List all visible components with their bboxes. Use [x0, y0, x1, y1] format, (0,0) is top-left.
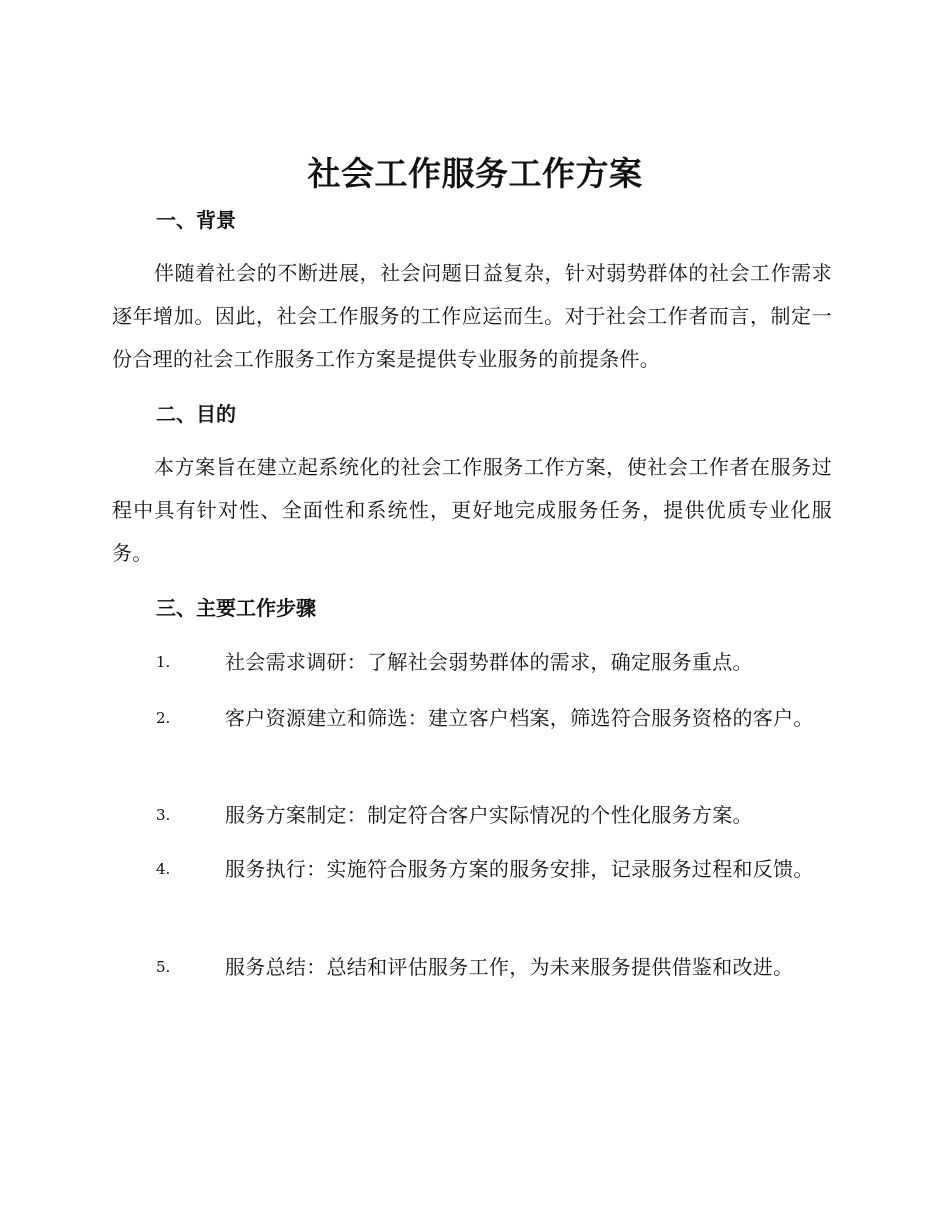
step-number: 1. [156, 653, 171, 671]
section-heading-background: 一、背景 [156, 208, 236, 232]
document-title: 社会工作服务工作方案 [307, 154, 643, 193]
step-item [112, 794, 832, 837]
step-item [112, 697, 832, 740]
step-text: 服务执行：实施符合服务方案的服务安排，记录服务过程和反馈。 [225, 857, 814, 881]
step-number: 4. [156, 860, 171, 878]
step-item [112, 946, 832, 989]
step-number: 5. [156, 958, 171, 976]
step-text: 服务方案制定：制定符合客户实际情况的个性化服务方案。 [225, 803, 753, 827]
purpose-paragraph: 本方案旨在建立起系统化的社会工作服务工作方案，使社会工作者在服务过程中具有针对性、全面性和系统性，更好地完成服务任务，提供优质专业化服务。 [112, 455, 832, 565]
step-text: 客户资源建立和筛选：建立客户档案，筛选符合服务资格的客户。 [225, 706, 814, 730]
section-heading-steps: 三、主要工作步骤 [156, 596, 316, 620]
step-item [112, 848, 832, 891]
step-text: 社会需求调研：了解社会弱势群体的需求，确定服务重点。 [225, 650, 753, 674]
step-number: 2. [156, 709, 171, 727]
section-heading-purpose: 二、目的 [156, 402, 236, 426]
step-item [112, 641, 832, 684]
step-number: 3. [156, 806, 171, 824]
step-text: 服务总结：总结和评估服务工作，为未来服务提供借鉴和改进。 [225, 955, 794, 979]
background-paragraph: 伴随着社会的不断进展，社会问题日益复杂，针对弱势群体的社会工作需求逐年增加。因此，社会工作服务的工作应运而生。对于社会工作者而言，制定一份合理的社会工作服务工作方案是提供专业服务的前提条件。 [112, 261, 832, 371]
